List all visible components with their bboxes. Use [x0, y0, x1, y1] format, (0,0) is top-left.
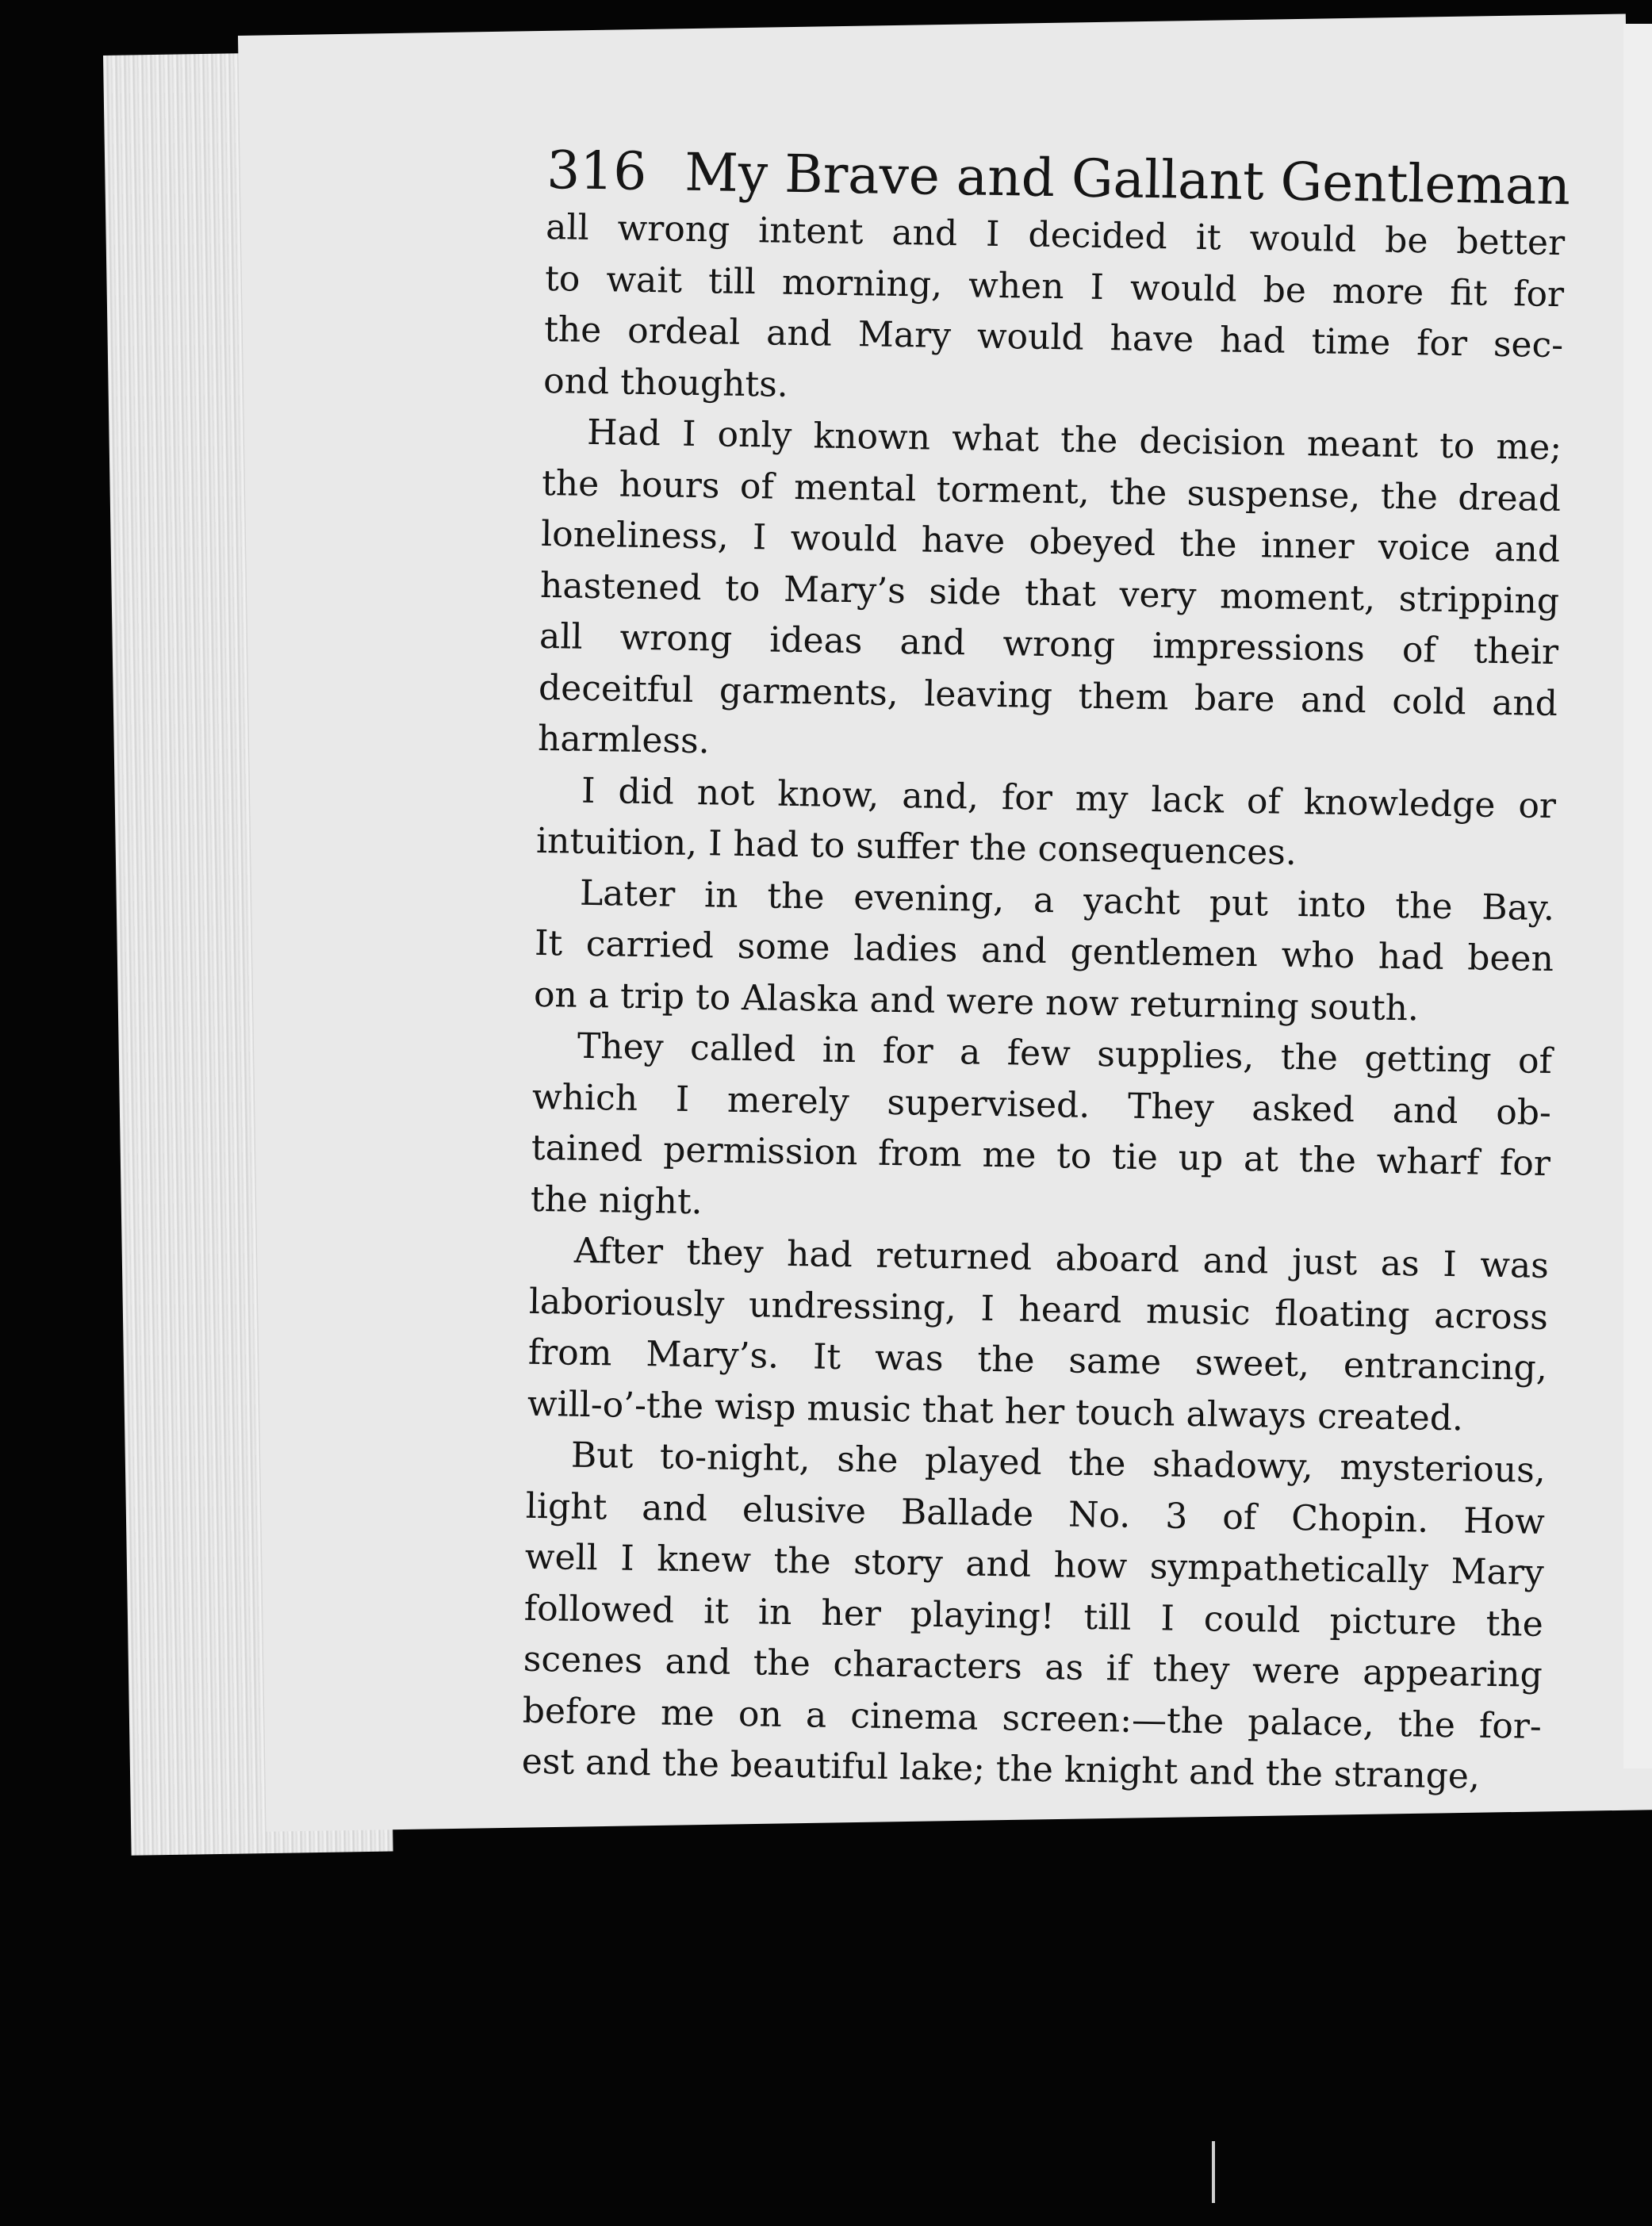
running-title: My Brave and Gallant Gentleman [684, 141, 1571, 217]
text-line: before me on a cinema screen:—the palace, the for- [522, 1690, 1543, 1747]
text-line: After they had returned aboard and just as I was [573, 1230, 1550, 1287]
text-line: loneliness, I would have obeyed the inner voice and [540, 513, 1561, 571]
text-line: est and the beautiful lake; the knight and the strange, [521, 1741, 1481, 1797]
paragraph [534, 867, 1555, 1036]
text-line: ond thoughts. [542, 360, 789, 405]
text-line: the night. [530, 1178, 703, 1222]
text-line: will-o’-the wisp music that her touch always created. [527, 1383, 1464, 1439]
text-line: But to-night, she played the shadowy, mysterious, [570, 1435, 1547, 1491]
page-number: 316 [546, 139, 647, 202]
text-line: the hours of mental torment, the suspense, the dread [541, 462, 1562, 519]
text-line: They called in for a few supplies, the getting of [577, 1025, 1553, 1082]
body-text [521, 202, 1565, 1803]
text-line: which I merely supervised. They asked and ob- [531, 1076, 1552, 1133]
paragraph [530, 1021, 1552, 1241]
page-text-block [521, 139, 1571, 1803]
paragraph [521, 1430, 1546, 1804]
text-line: well I knew the story and how sympathetically Mary [524, 1536, 1545, 1593]
text-line: intuition, I had to suffer the consequences. [535, 820, 1297, 873]
paragraph [543, 202, 1566, 423]
text-line: on a trip to Alaska and were now returning south. [533, 974, 1420, 1029]
text-line: Later in the evening, a yacht put into the Bay. [579, 872, 1555, 929]
text-line: hastened to Mary’s side that very moment, stripping [539, 565, 1560, 622]
text-line: from Mary’s. It was the same sweet, entrancing, [527, 1331, 1548, 1389]
text-line: deceitful garments, leaving them bare and cold and [538, 667, 1558, 724]
text-line: to wait till morning, when I would be more fit for [544, 258, 1565, 315]
paragraph [536, 764, 1557, 883]
paragraph [538, 407, 1562, 781]
text-line: I did not know, and, for my lack of knowledge or [581, 770, 1557, 826]
text-line: all wrong intent and I decided it would be better [545, 206, 1566, 264]
text-line: scenes and the characters as if they were appearing [523, 1638, 1543, 1695]
text-line: Had I only known what the decision meant to me; [586, 412, 1562, 469]
text-line: followed it in her playing! till I could picture the [523, 1588, 1544, 1645]
scan-artifact-mark [1212, 2141, 1215, 2203]
text-line: It carried some ladies and gentlemen who had been [534, 922, 1554, 980]
text-line: harmless. [537, 718, 711, 762]
paragraph [527, 1225, 1549, 1446]
text-line: all wrong ideas and wrong impressions of their [539, 615, 1559, 673]
text-line: light and elusive Ballade No. 3 of Chopin. How [525, 1485, 1546, 1542]
text-line: tained permission from me to tie up at the wharf for [531, 1127, 1551, 1185]
facing-page-strip [1623, 24, 1652, 1768]
text-line: laboriously undressing, I heard music floating across [528, 1281, 1549, 1338]
text-line: the ordeal and Mary would have had time for sec- [543, 308, 1564, 366]
